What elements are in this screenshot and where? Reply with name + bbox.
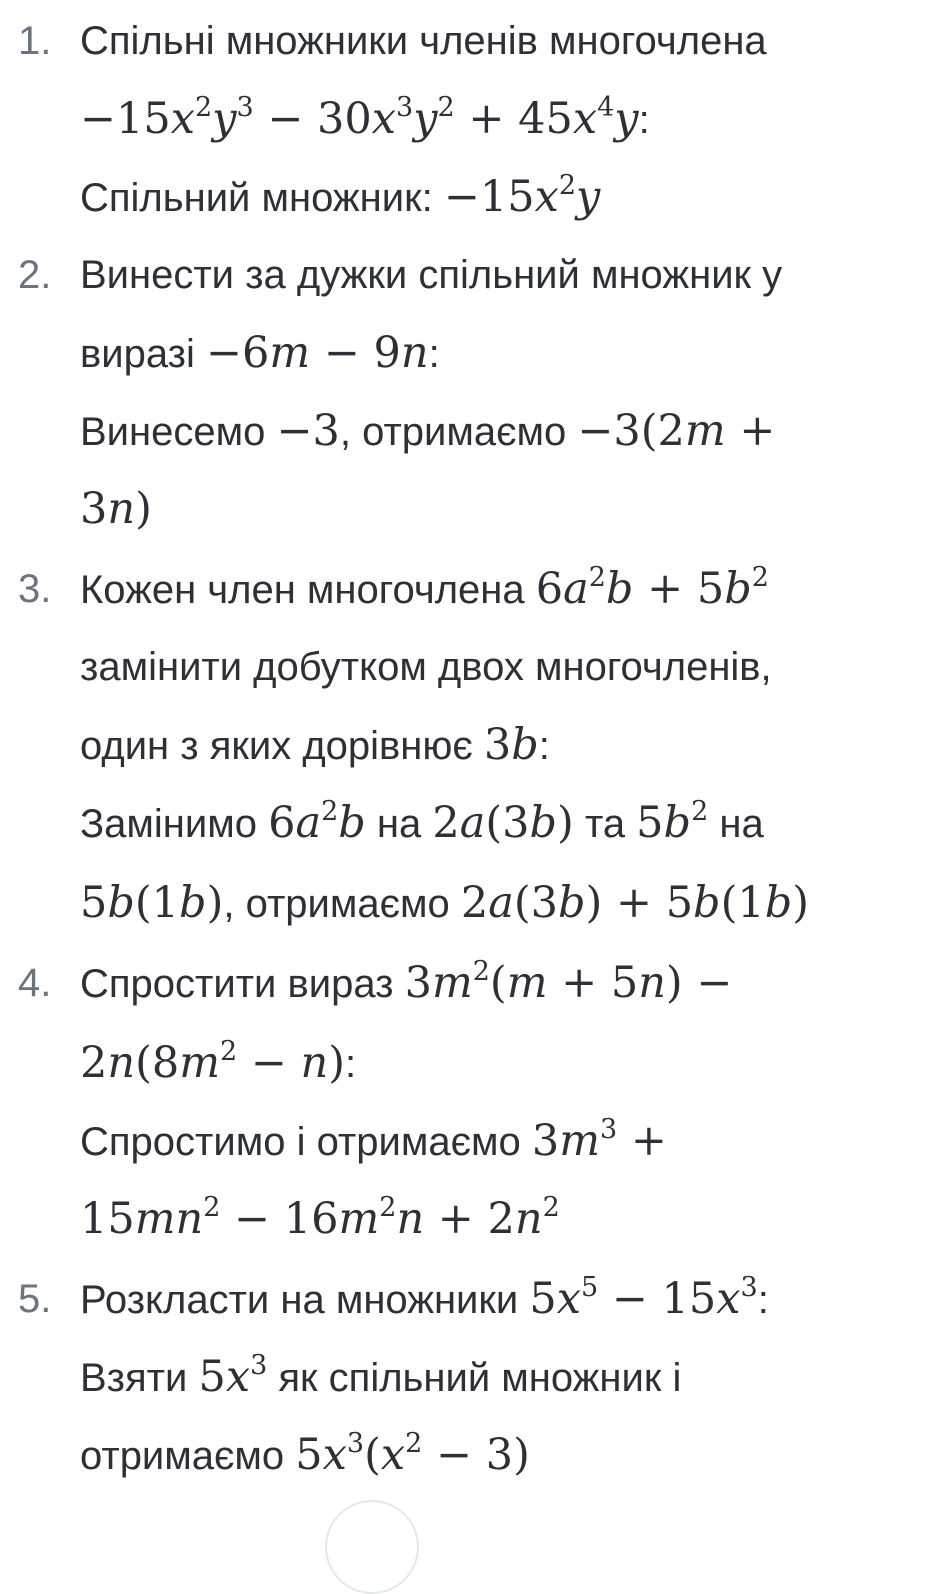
math-expression: 2a(3b)	[432, 798, 574, 848]
math-expression: $5x^3$	[198, 1350, 268, 1402]
math-expression: $-15x^2y^3 - 30x^3y^2 + 45x^4y$	[80, 92, 639, 144]
item-text: один з яких дорівнює 3b:	[80, 720, 550, 770]
math-expression: $15mn^2 - 16m^2n + 2n^2$	[80, 1192, 560, 1244]
item-answer-line: отримаємо $5x^3(x^2 - 3)$	[80, 1428, 530, 1480]
item-answer-line	[80, 484, 915, 535]
math-expression: 2a(3b) + 5b(1b)	[460, 878, 810, 928]
item-answer-line: Спростимо і отримаємо $3m^3$ +	[80, 1114, 667, 1166]
math-expression: $6a^2b$	[268, 796, 366, 848]
item-number: 4.	[18, 961, 52, 1005]
item-answer-line: Спільний множник: $-15x^2y$	[80, 170, 601, 222]
math-expression: $-15x^2y$	[443, 170, 601, 222]
item-text: Винести за дужки спільний множник у	[80, 253, 783, 297]
item-number: 3.	[18, 567, 52, 611]
math-expression: $5x^3(x^2 - 3)$	[295, 1428, 530, 1480]
item-answer-line: Замінимо $6a^2b$ на 2a(3b) та $5b^2$ на	[80, 796, 764, 848]
item-text: замінити добутком двох многочленів,	[80, 645, 772, 689]
item-text: Кожен член многочлена $6a^2b + 5b^2$	[80, 562, 769, 614]
math-expression: −6m − 9n	[205, 328, 429, 378]
item-math-line: $-15x^2y^3 - 30x^3y^2 + 45x^4y$:	[80, 92, 650, 144]
math-expression: $5x^5 - 15x^3$	[529, 1272, 758, 1324]
item-answer-line: 5b(1b), отримаємо 2a(3b) + 5b(1b)	[80, 878, 810, 928]
item-answer-line: Винесемо −3, отримаємо −3(2m +	[80, 406, 776, 456]
item-text: Спростити вираз $3m^2(m + 5n)$ −	[80, 956, 733, 1008]
math-expression: −3	[276, 406, 340, 456]
math-expression: $3m^3$ +	[531, 1114, 667, 1166]
item-number: 5.	[18, 1277, 52, 1321]
math-expression: 3b	[483, 720, 539, 770]
item-text: Розкласти на множники $5x^5 - 15x^3$:	[80, 1272, 769, 1324]
item-text: $2n(8m^2 - n)$:	[80, 1036, 357, 1088]
item-answer-line	[80, 1194, 915, 1245]
math-expression: 3n)	[80, 484, 152, 534]
floating-button[interactable]	[325, 1500, 419, 1594]
math-expression: $6a^2b + 5b^2$	[535, 562, 769, 614]
math-expression: 5b(1b)	[80, 878, 224, 928]
math-expression: $5b^2$	[636, 796, 709, 848]
item-text: Спільні множники членів многочлена	[80, 19, 767, 63]
math-expression: −3(2m +	[577, 406, 776, 456]
item-text: виразі −6m − 9n:	[80, 328, 440, 378]
item-answer-line: Взяти $5x^3$ як спільний множник і	[80, 1350, 682, 1402]
item-number: 2.	[18, 253, 52, 297]
math-expression: $2n(8m^2 - n)$	[80, 1036, 346, 1088]
math-expression: $3m^2(m + 5n)$ −	[404, 956, 733, 1008]
item-number: 1.	[18, 19, 52, 63]
